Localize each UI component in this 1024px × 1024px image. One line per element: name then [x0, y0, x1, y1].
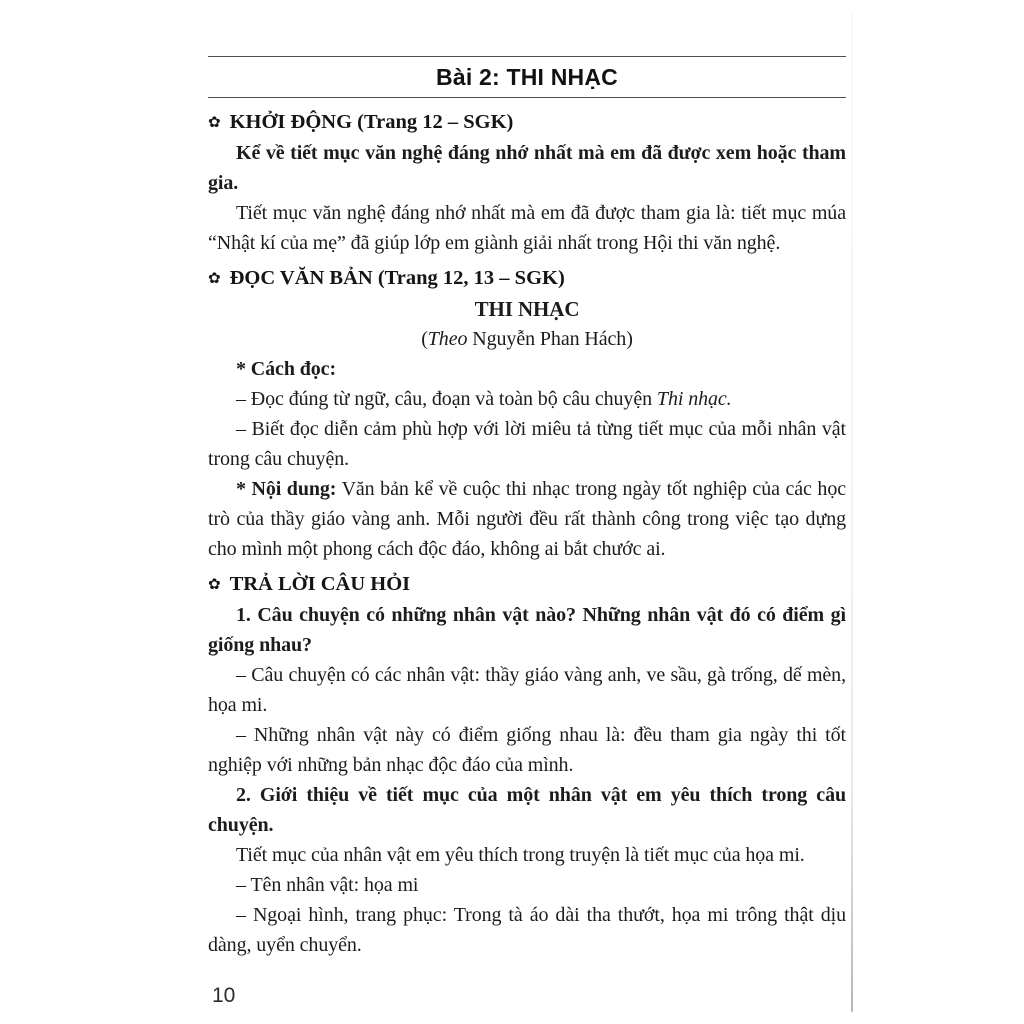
section-heading-khoi-dong	[208, 107, 846, 138]
question-2: 2. Giới thiệu về tiết mục của một nhân vật em yêu thích trong câu chuyện.	[208, 784, 846, 836]
reading-point-1	[208, 384, 846, 414]
reading-point-2: – Biết đọc diễn cảm phù hợp với lời miêu tả từng tiết mục của mỗi nhân vật trong câu chuyện.	[208, 418, 846, 470]
warmup-answer: Tiết mục văn nghệ đáng nhớ nhất mà em đã được tham gia là: tiết mục múa “Nhật kí của mẹ” đã giúp lớp em giành giải nhất trong Hội thi văn nghệ.	[208, 202, 846, 254]
byline-author: Nguyễn Phan Hách)	[467, 328, 633, 350]
byline-open: (	[421, 328, 428, 350]
florette-icon: ✿	[208, 269, 221, 287]
question-2-answer-1: Tiết mục của nhân vật em yêu thích trong truyện là tiết mục của họa mi.	[236, 844, 805, 866]
florette-icon: ✿	[208, 113, 221, 131]
section-heading-doc-van-ban	[208, 263, 846, 294]
section-heading-tra-loi-cau-hoi	[208, 569, 846, 600]
warmup-prompt: Kể về tiết mục văn nghệ đáng nhớ nhất mà em đã được xem hoặc tham gia.	[208, 142, 846, 194]
section-heading-label: TRẢ LỜI CÂU HỎI	[229, 573, 411, 595]
content-label: * Nội dung:	[236, 478, 337, 500]
content-summary	[208, 474, 846, 564]
reading-byline	[208, 324, 846, 354]
chapter-title-band	[208, 56, 846, 98]
question-2-answer-2: – Tên nhân vật: họa mi	[236, 874, 419, 896]
question-1-answer-1: – Câu chuyện có các nhân vật: thầy giáo vàng anh, ve sầu, gà trống, dế mèn, họa mi.	[208, 664, 846, 716]
reading-point-1-text: – Đọc đúng từ ngữ, câu, đoạn và toàn bộ câu chuyện	[236, 388, 657, 410]
question-1-answer-2: – Những nhân vật này có điểm giống nhau là: đều tham gia ngày thi tốt nghiệp với những bản nhạc độc đáo của mình.	[208, 724, 846, 776]
florette-icon: ✿	[208, 575, 221, 593]
section-heading-label: KHỞI ĐỘNG (Trang 12 – SGK)	[229, 111, 514, 133]
page-content	[208, 56, 846, 960]
question-2-answer-3: – Ngoại hình, trang phục: Trong tà áo dài tha thướt, họa mi trông thật dịu dàng, uyển chuyển.	[208, 904, 846, 956]
page-number: 10	[212, 984, 236, 1007]
section-heading-label: ĐỌC VĂN BẢN (Trang 12, 13 – SGK)	[229, 267, 565, 289]
chapter-title: Bài 2: THI NHẠC	[436, 64, 618, 90]
byline-theo: Theo	[427, 328, 468, 350]
reading-text-title: THI NHẠC	[474, 297, 580, 321]
question-1: 1. Câu chuyện có những nhân vật nào? Những nhân vật đó có điểm gì giống nhau?	[208, 604, 846, 656]
content-text: Văn bản kể về cuộc thi nhạc trong ngày tốt nghiệp của các học trò của thầy giáo vàng anh. Mỗi người đều rất thành công trong việc tạo dựng cho mình một phong cách độc đáo, không ai bắt chước ai.	[208, 478, 846, 560]
page-edge-shadow	[851, 10, 853, 1012]
reading-point-1-title: Thi nhạc.	[656, 388, 732, 410]
how-to-read-label: * Cách đọc:	[236, 358, 337, 380]
